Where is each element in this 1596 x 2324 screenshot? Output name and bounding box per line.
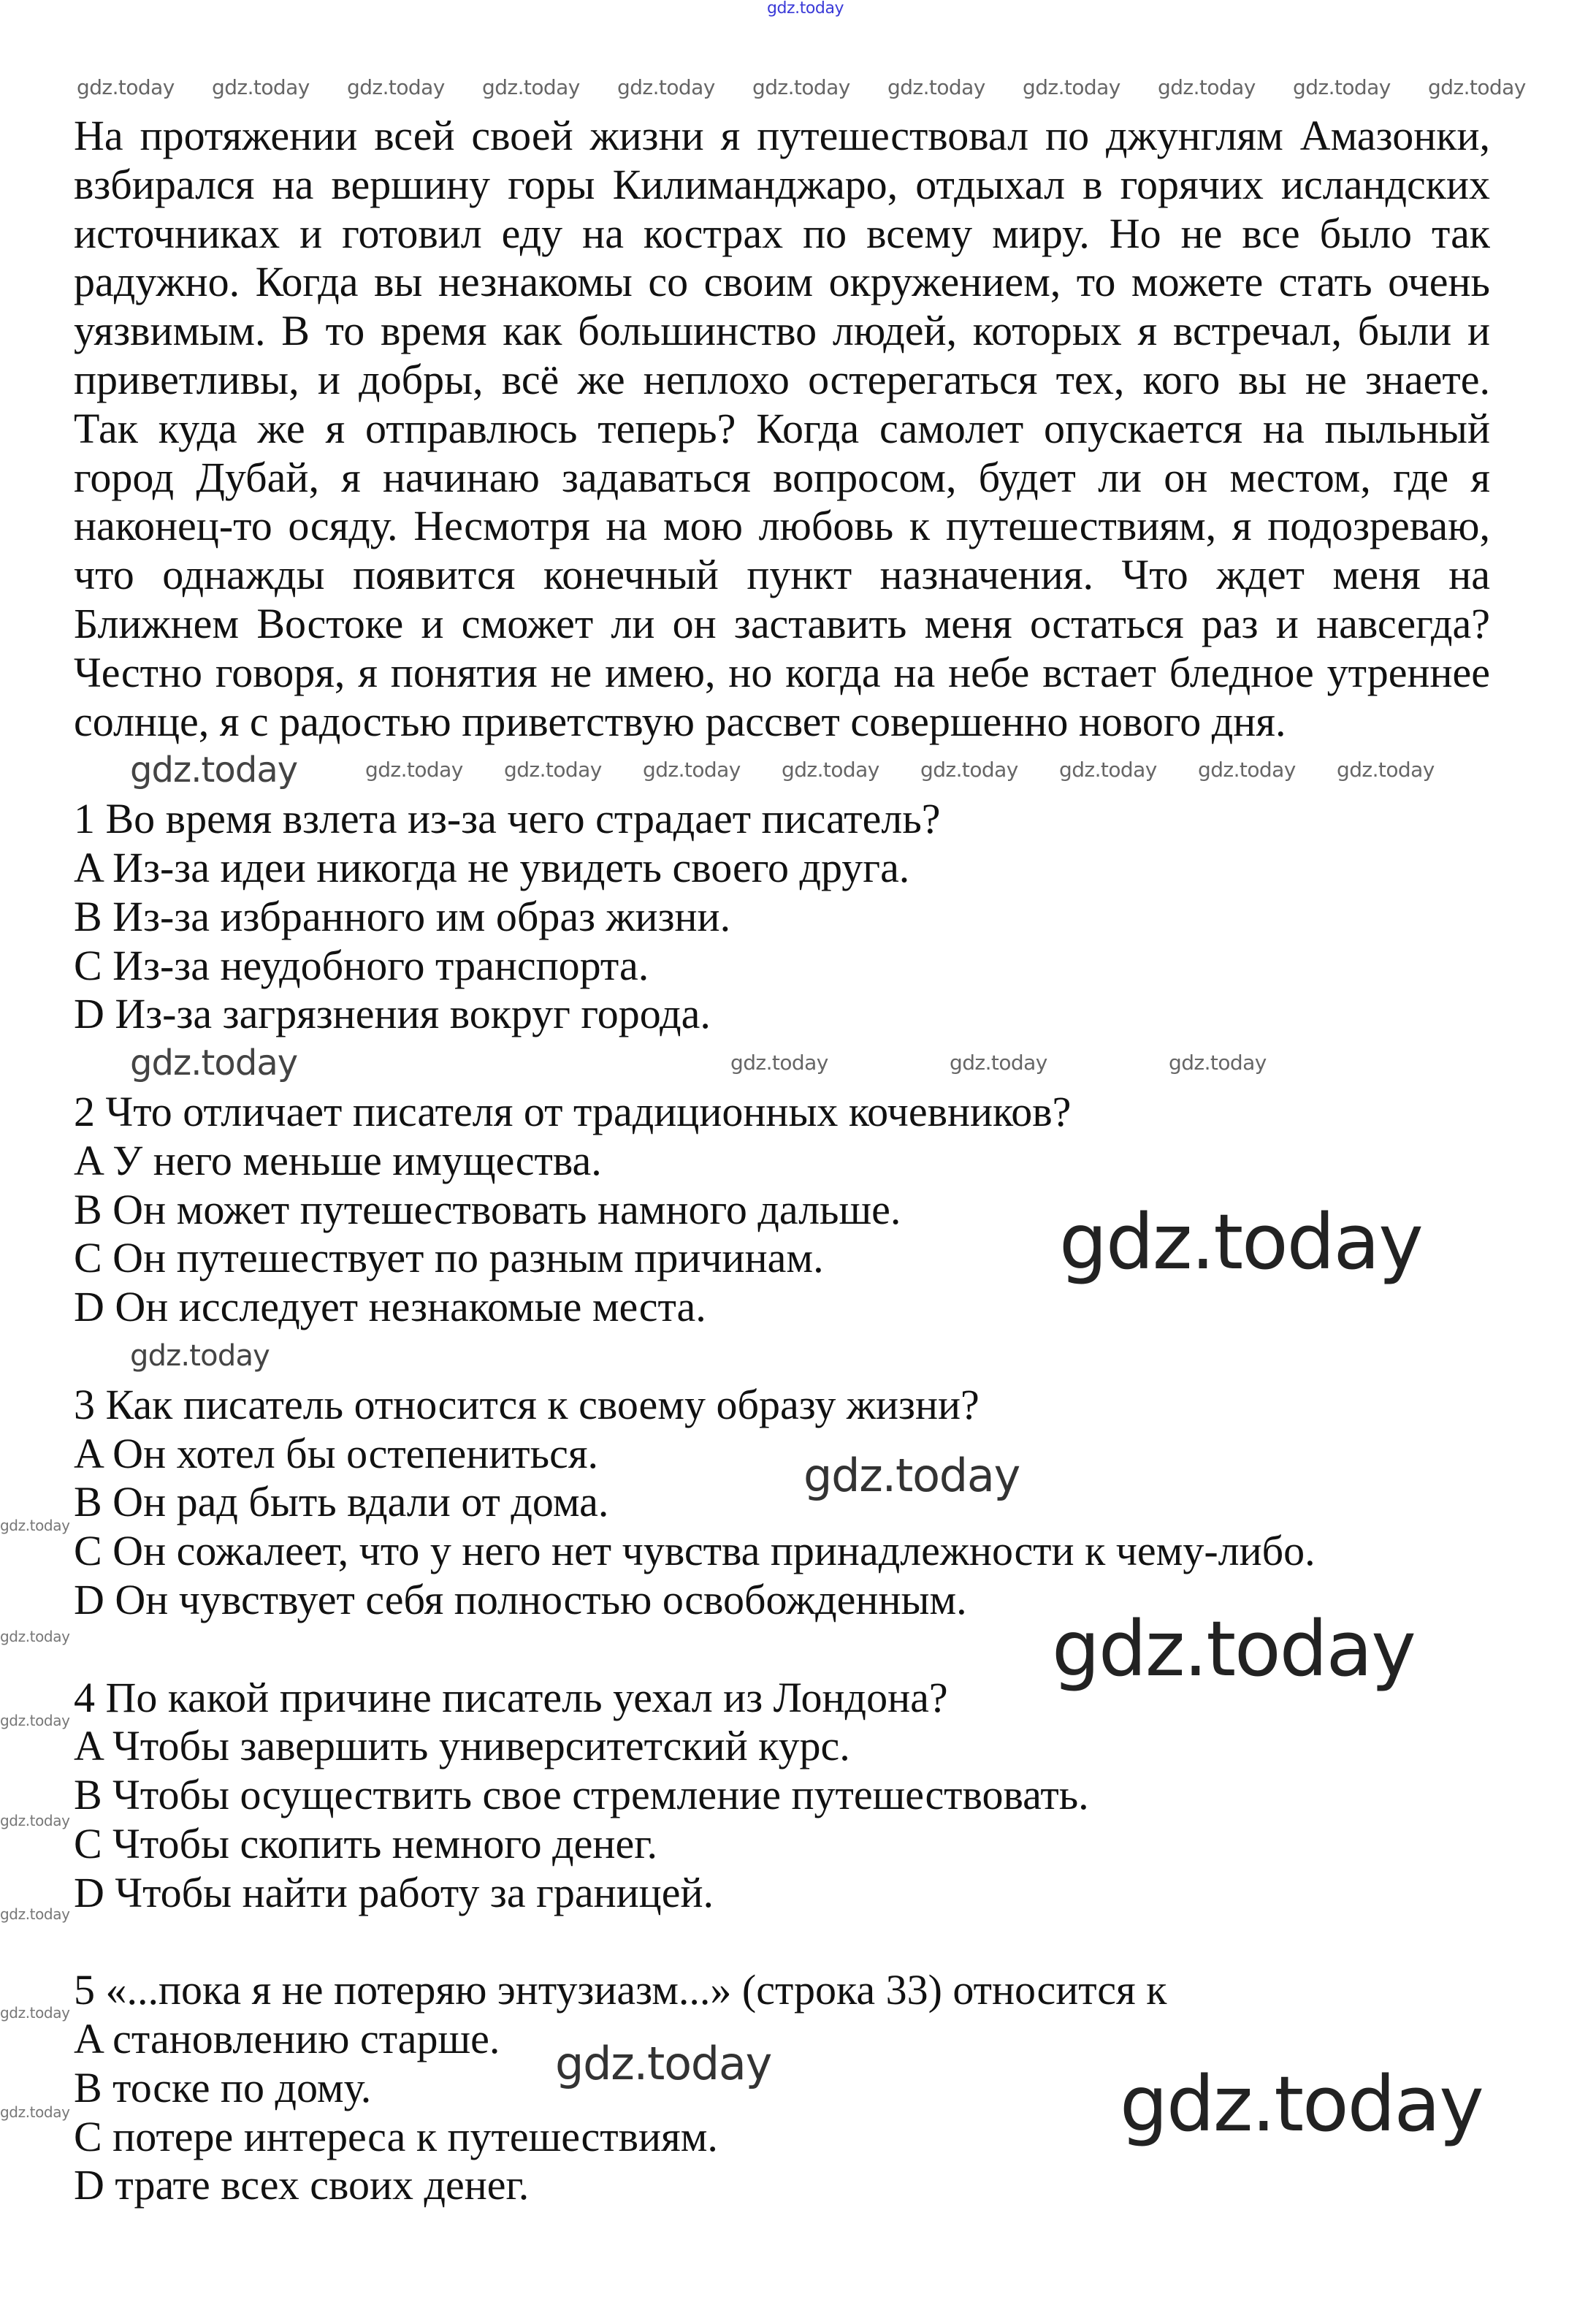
watermark: gdz.today [212,75,310,99]
answer-option: A становлению старше. [74,2015,500,2063]
answer-option: D Из-за загрязнения вокруг города. [74,990,711,1038]
passage-line: город Дубай, я начинаю задаваться вопросом, будет ли он местом, где я [74,453,1490,501]
answer-option: D трате всех своих денег. [74,2161,530,2209]
answer-option: C Чтобы скопить немного денег. [74,1819,657,1867]
watermark: gdz.today [730,1051,828,1075]
watermark: gdz.today [0,2004,70,2022]
watermark: gdz.today [365,758,463,782]
answer-option: A Он хотел бы остепениться. [74,1429,599,1477]
answer-option: A Чтобы завершить университетский курс. [74,1722,850,1770]
watermark: gdz.today [1169,1051,1267,1075]
watermark: gdz.today [1059,1197,1422,1287]
watermark: gdz.today [504,758,602,782]
watermark: gdz.today [1120,2060,1483,2149]
question-text: 4 По какой причине писатель уехал из Лондона? [74,1673,948,1721]
answer-option: D Он чувствует себя полностью освобожденным. [74,1575,967,1623]
question-block [74,795,1490,1039]
watermark: gdz.today [1052,1604,1415,1694]
watermark: gdz.today [0,1628,70,1645]
question-block [74,1674,1490,1918]
watermark: gdz.today [803,1449,1020,1502]
watermark: gdz.today [920,758,1018,782]
watermark: gdz.today [1198,758,1296,782]
passage-line: источниках и готовил еду на кострах по всему миру. Но не все было так [74,209,1490,257]
watermark: gdz.today [887,75,985,99]
watermark: gdz.today [950,1051,1047,1075]
watermark: gdz.today [130,1043,298,1083]
answer-option: D Чтобы найти работу за границей. [74,1868,714,1916]
passage-line: Так куда же я отправлюсь теперь? Когда самолет опускается на пыльный [74,404,1490,452]
watermark: gdz.today [0,1812,70,1829]
passage-line: солнце, я с радостью приветствую рассвет совершенно нового дня. [74,697,1286,745]
passage-line: взбирался на вершину горы Килиманджаро, отдыхал в горячих исландских [74,160,1490,208]
watermark: gdz.today [130,1339,270,1373]
watermark: gdz.today [617,75,715,99]
passage-line: На протяжении всей своей жизни я путешествовал по джунглям Амазонки, [74,112,1490,159]
answer-option: C Из-за неудобного транспорта. [74,941,649,989]
answer-option: B тоске по дому. [74,2063,372,2111]
watermark: gdz.today [0,1712,70,1729]
watermark: gdz.today [482,75,580,99]
watermark: gdz.today [555,2037,772,2090]
answer-option: A У него меньше имущества. [74,1136,602,1184]
question-text: 1 Во время взлета из-за чего страдает писатель? [74,795,941,843]
watermark: gdz.today [0,1905,70,1923]
watermark: gdz.today [1158,75,1256,99]
watermark: gdz.today [1428,75,1526,99]
watermark: gdz.today [130,750,298,790]
watermark: gdz.today [1293,75,1391,99]
question-text: 3 Как писатель относится к своему образу жизни? [74,1380,980,1428]
answer-option: A Из-за идеи никогда не увидеть своего друга. [74,843,910,891]
watermark: gdz.today [0,1517,70,1534]
passage-line: Ближнем Востоке и сможет ли он заставить меня остаться раз и навсегда? [74,599,1490,647]
answer-option: B Из-за избранного им образ жизни. [74,892,731,940]
watermark: gdz.today [347,75,445,99]
answer-option: D Он исследует незнакомые места. [74,1283,706,1331]
passage-line: что однажды появится конечный пункт назначения. Что ждет меня на [74,551,1490,599]
watermark: gdz.today [1337,758,1435,782]
answer-option: C Он сожалеет, что у него нет чувства принадлежности к чему-либо. [74,1527,1316,1575]
answer-option: C Он путешествует по разным причинам. [74,1234,824,1282]
question-text: 5 «...пока я не потеряю энтузиазм...» (строка 33) относится к [74,1966,1167,2014]
spacer [74,1917,1490,1966]
answer-option: B Он может путешествовать намного дальше. [74,1185,901,1233]
passage-line: уязвимым. В то время как большинство людей, которых я встречал, были и [74,307,1490,355]
question-block [74,1381,1490,1625]
questions-list [74,795,1490,2210]
watermark: gdz.today [752,75,850,99]
watermark: gdz.today [77,75,175,99]
answer-option: C потере интереса к путешествиям. [74,2112,718,2160]
watermark: gdz.today [782,758,879,782]
passage-line: Честно говоря, я понятия не имею, но когда на небе встает бледное утреннее [74,648,1490,696]
header-watermark: gdz.today [767,0,844,18]
spacer [74,1332,1490,1381]
answer-option: B Он рад быть вдали от дома. [74,1478,609,1526]
passage-line: наконец-то осяду. Несмотря на мою любовь к путешествиям, я подозреваю, [74,502,1490,550]
passage-line: приветливы, и добры, всё же неплохо остерегаться тех, кого вы не знаете. [74,355,1490,403]
watermark: gdz.today [643,758,741,782]
answer-option: B Чтобы осуществить свое стремление путешествовать. [74,1771,1089,1819]
question-text: 2 Что отличает писателя от традиционных кочевников? [74,1087,1072,1135]
reading-passage [74,112,1490,746]
watermark: gdz.today [0,2103,70,2121]
passage-line: радужно. Когда вы незнакомы со своим окружением, то можете стать очень [74,258,1490,306]
watermark: gdz.today [1023,75,1120,99]
watermark: gdz.today [1059,758,1157,782]
document-body [74,112,1490,2210]
